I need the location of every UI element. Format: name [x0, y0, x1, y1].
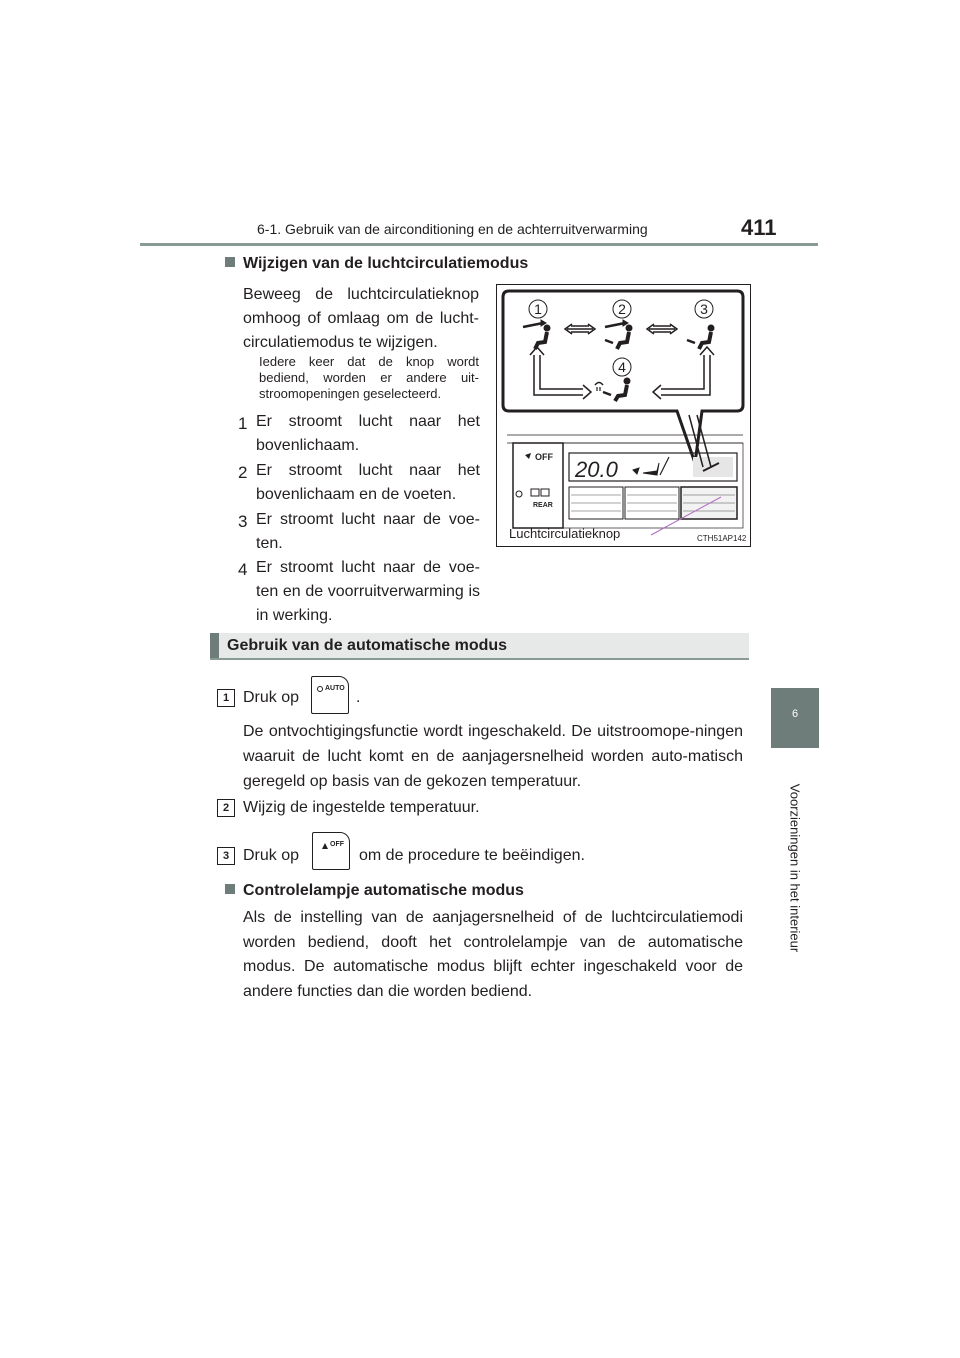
callout-2: 2 — [618, 301, 626, 317]
air-flow-figure — [496, 284, 751, 547]
air-flow-diagram — [497, 285, 750, 546]
running-header: 6-1. Gebruik van de airconditioning en de achterruitverwarming — [257, 221, 648, 237]
section-bar-accent — [210, 633, 219, 660]
left-right-arrow-icon — [647, 324, 677, 334]
chapter-tab-title — [771, 748, 819, 988]
step-text-after: om de procedure te beëindigen. — [359, 847, 585, 864]
section-bar-underline — [210, 658, 749, 660]
step-number-1: 1 — [217, 689, 235, 707]
item-text: Er stroomt lucht naar het bovenlichaam en de voeten. — [256, 462, 480, 503]
item-text: Er stroomt lucht naar het bovenlichaam. — [256, 413, 480, 454]
step-number-2: 2 — [217, 799, 235, 817]
auto-button-image — [311, 676, 349, 714]
square-bullet-icon — [225, 884, 235, 894]
rear-label: REAR — [533, 502, 553, 509]
fan-icon — [322, 843, 328, 849]
fan-off-label: OFF — [535, 452, 553, 462]
figure-code: CTH51AP142 — [697, 534, 747, 543]
section-heading-text: Wijzigen van de luchtcirculatiemodus — [243, 255, 529, 272]
air-circulation-button-label: Luchtcirculatieknop — [509, 526, 621, 541]
auto-indicator-light — [516, 491, 522, 497]
intro-paragraph: Beweeg de luchtcirculatieknop omhoog of omlaag om de lucht-circulatiemodus te wijzigen. — [243, 286, 479, 351]
callout-3: 3 — [700, 301, 708, 317]
step-description: De ontvochtigingsfunctie wordt ingeschakeld. De uitstroomope-ningen waaruit de lucht komt en de aanjagersnelheid worden auto-matisch geregeld op basis van de gekozen temperatuur. — [243, 723, 743, 790]
fan-speed-icon — [633, 468, 639, 474]
item-number: 4 — [238, 560, 248, 579]
header-rule — [140, 243, 818, 246]
step-number-3: 3 — [217, 847, 235, 865]
off-button-label: OFF — [330, 841, 344, 848]
subsection-heading-text: Controlelampje automatische modus — [243, 882, 524, 899]
step-text-before: Druk op — [243, 847, 300, 864]
chapter-tab-number: 6 — [771, 688, 819, 748]
rear-defrost-icon — [541, 489, 549, 496]
item-number: 2 — [238, 463, 248, 482]
chapter-tab-title-text: Voorzieningen in het interieur — [787, 783, 803, 953]
auto-indicator-icon — [317, 686, 323, 692]
fan-level-bars — [643, 463, 659, 475]
step-text-after: . — [356, 689, 361, 706]
section-title: Gebruik van de automatische modus — [227, 637, 508, 654]
callout-1: 1 — [534, 301, 542, 317]
auto-button-label: AUTO — [325, 685, 345, 692]
square-bullet-icon — [225, 257, 235, 267]
page-number: 411 — [741, 215, 777, 240]
left-right-arrow-icon — [565, 324, 595, 334]
fan-icon — [525, 453, 531, 459]
display-slash — [660, 457, 669, 475]
item-number: 1 — [238, 414, 248, 433]
callout-4: 4 — [618, 359, 626, 375]
subsection-heading — [225, 882, 524, 900]
off-button-image — [312, 832, 350, 870]
subsection-paragraph: Als de instelling van de aanjagersnelheid of de luchtcirculatiemodi worden bediend, dooft het controlelampje van de automatische modus. De automatische modus blijft echter ingeschakeld voor de andere functies dan die worden bediend. — [243, 909, 743, 1000]
temperature-readout: 20.0 — [575, 457, 618, 482]
step-text-before: Druk op — [243, 689, 300, 706]
note-paragraph: Iedere keer dat de knop wordt bediend, worden er andere uit-stroomopeningen geselecteerd. — [259, 354, 479, 401]
item-number: 3 — [238, 512, 248, 531]
item-text: Er stroomt lucht naar de voe-ten en de voorruitverwarming is in werking. — [256, 559, 480, 624]
front-defrost-icon — [531, 489, 539, 496]
section-heading — [225, 255, 528, 273]
panel-top-lines — [507, 435, 743, 443]
item-text: Er stroomt lucht naar de voe-ten. — [256, 511, 480, 552]
step-text: Wijzig de ingestelde temperatuur. — [243, 799, 480, 816]
section-title-bar — [210, 633, 749, 660]
